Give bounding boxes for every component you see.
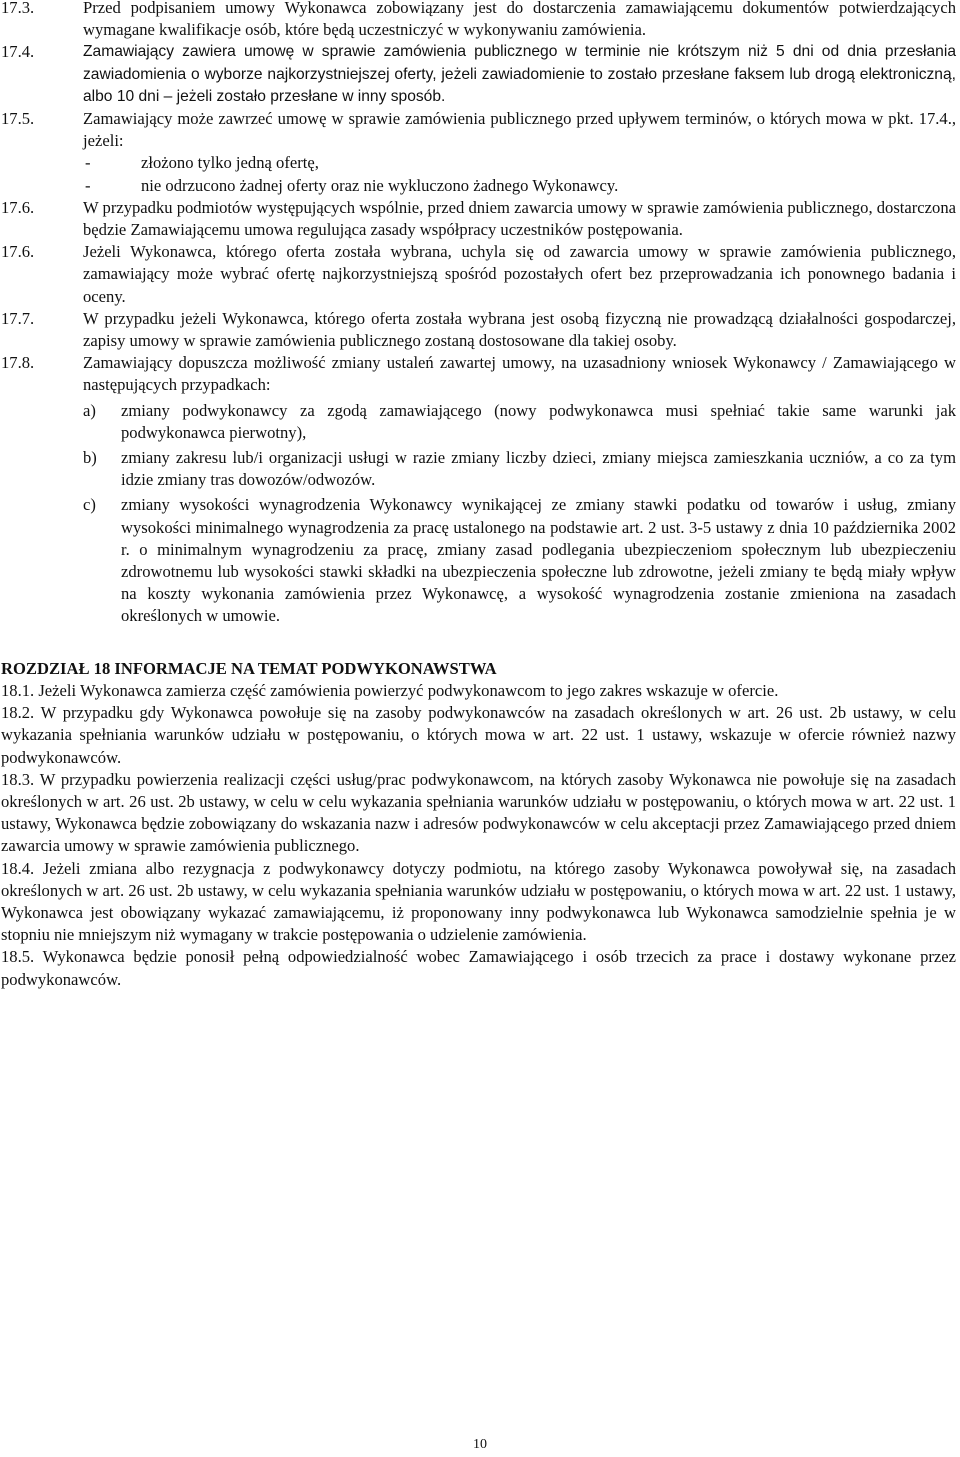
paragraph-text: Zamawiający może zawrzeć umowę w sprawie zamówienia publicznego przed upływem terminów, o których mowa w pkt. 17.4., jeżeli: xyxy=(83,109,956,151)
paragraph-17-7 xyxy=(1,308,956,352)
paragraph-18-3: 18.3. W przypadku powierzenia realizacji części usług/prac podwykonawcom, na których zasoby Wykonawca nie powołuje się na zasadach określonych w art. 26 ust. 2b ustawy, w celu w celu wykazania spełniania warunków udziału w postępowaniu, o których mowa w art. 22 ust. 1 ustawy, Wykonawca będzie zobowiązany do wskazania nazw i adresów podwykonawców w celu akceptacji przez Zamawiającego przed dniem zawarcia umowy w sprawie zamówienia publicznego. xyxy=(1,769,956,856)
paragraph-18-2: 18.2. W przypadku gdy Wykonawca powołuje się na zasoby podwykonawców na zasadach określonych w art. 26 ust. 2b ustawy, w celu wykazania spełniania warunków udziału w postępowaniu, o których mowa w art. 22 ust. 1 ustawy, wskazuje w ofercie również nazwy podwykonawców. xyxy=(1,703,956,767)
paragraph-number: 17.4. xyxy=(1,42,35,62)
list-item xyxy=(83,175,956,197)
paragraph-number: 17.7. xyxy=(1,308,35,328)
dash-list xyxy=(83,152,956,196)
paragraph-17-6b xyxy=(1,241,956,308)
dash-marker: - xyxy=(85,153,91,173)
list-letter: b) xyxy=(83,448,97,468)
page-number: 10 xyxy=(473,1437,487,1452)
paragraph-number: 17.3. xyxy=(1,0,35,17)
paragraph-17-3 xyxy=(1,0,956,41)
paragraph-18-5: 18.5. Wykonawca będzie ponosił pełną odpowiedzialność wobec Zamawiającego i osób trzecich za prace i dostawy wykonane przez podwykonawców. xyxy=(1,947,956,989)
list-letter: a) xyxy=(83,400,96,420)
list-item xyxy=(83,447,956,491)
list-item-text: złożono tylko jedną ofertę, xyxy=(141,153,319,173)
paragraph-text: Jeżeli Wykonawca, którego oferta została wybrana, uchyla się od zawarcia umowy w sprawie zamówienia publicznego, zamawiający może wybrać ofertę najkorzystniejszą spośród pozostałych ofert bez przeprowadzania ich ponownego badania i oceny. xyxy=(83,242,956,306)
paragraph-text: W przypadku podmiotów występujących wspólnie, przed dniem zawarcia umowy w sprawie zamówienia publicznego, dostarczona będzie Zamawiającemu umowa regulująca zasady współpracy uczestników postępowania. xyxy=(83,197,956,240)
paragraph-17-4 xyxy=(1,41,956,108)
paragraph-18-1: 18.1. Jeżeli Wykonawca zamierza część zamówienia powierzyć podwykonawcom to jego zakres wskazuje w ofercie. xyxy=(1,680,779,700)
chapter-heading: ROZDZIAŁ 18 INFORMACJE NA TEMAT PODWYKONAWSTWA xyxy=(1,658,497,678)
list-item xyxy=(83,400,956,444)
list-item xyxy=(83,494,956,627)
paragraph-18-4: 18.4. Jeżeli zmiana albo rezygnacja z podwykonawcy dotyczy podmiotu, na którego zasoby Wykonawca powoływał się, na zasadach określonych w art. 26 ust. 2b ustawy, w celu wykazania spełniania warunków udziału w postępowaniu, o których mowa w art. 22 ust. 1 ustawy, Wykonawca jest obowiązany wykazać zamawiającemu, iż proponowany inny podwykonawca lub Wykonawca samodzielnie spełnia je w stopniu nie mniejszym niż wymagany w trakcie postępowania o udzielenie zamówienia. xyxy=(1,858,956,945)
paragraph-number: 17.6. xyxy=(1,197,35,217)
paragraph-17-8 xyxy=(1,352,956,627)
paragraph-17-6a xyxy=(1,197,956,241)
list-item xyxy=(83,152,956,174)
paragraph-17-5 xyxy=(1,108,956,197)
paragraph-text: Zamawiający dopuszcza możliwość zmiany ustaleń zawartej umowy, na uzasadniony wniosek Wykonawcy / Zamawiającego w następujących przypadkach: xyxy=(83,353,956,395)
list-letter: c) xyxy=(83,495,96,515)
paragraph-text: Przed podpisaniem umowy Wykonawca zobowiązany jest do dostarczenia zamawiającemu dokumentów potwierdzających wymagane kwalifikacje osób, które będą uczestniczyć w wykonywaniu zamówienia. xyxy=(83,0,956,40)
dash-marker: - xyxy=(85,175,91,195)
list-item-text: zmiany podwykonawcy za zgodą zamawiającego (nowy podwykonawca musi spełniać takie same warunki jak podwykonawca pierwotny), xyxy=(121,400,956,442)
paragraph-text: W przypadku jeżeli Wykonawca, którego oferta została wybrana jest osobą fizyczną nie prowadzącą działalności gospodarczej, zapisy umowy w sprawie zamówienia publicznego zostaną dostosowane dla takiej osoby. xyxy=(83,308,956,351)
paragraph-number: 17.6. xyxy=(1,242,35,262)
paragraph-number: 17.8. xyxy=(1,353,35,373)
lettered-list xyxy=(83,400,956,628)
paragraph-text: Zamawiający zawiera umowę w sprawie zamówienia publicznego w terminie nie krótszym niż 5 dni od dnia przesłania zawiadomienia o wyborze najkorzystniejszej oferty, jeżeli zawiadomienie to zostało przesłane faksem lub drogą elektroniczną, albo 10 dni – jeżeli zostało przesłane w inny sposób. xyxy=(83,43,956,105)
list-item-text: zmiany zakresu lub/i organizacji usługi w razie zmiany liczby dzieci, zmiany miejsca zamieszkania uczniów, a co za tym idzie zmiany tras dowozów/odwozów. xyxy=(121,448,956,490)
page-content xyxy=(1,0,956,991)
paragraph-body xyxy=(83,352,956,627)
paragraph-body xyxy=(83,108,956,197)
paragraph-number: 17.5. xyxy=(1,109,35,129)
list-item-text: zmiany wysokości wynagrodzenia Wykonawcy wynikającej ze zmiany stawki podatku od towarów i usług, zmiany wysokości minimalnego wynagrodzenia za pracę ustalonego na podstawie art. 2 ust. 3-5 ustawy z dnia 10 października 2002 r. o minimalnym wynagrodzeniu za pracę, zmiany zasad podlegania ubezpieczeniom społecznym lub ubezpieczeniu zdrowotnemu lub wysokości stawki składki na ubezpieczenia społeczne lub zdrowotne, jeżeli zmiany te będą miały wpływ na koszty wykonania zamówienia przez Wykonawcę, a wysokość wynagrodzenia zostanie zmieniona na zasadach określonych w umowie. xyxy=(121,495,956,626)
list-item-text: nie odrzucono żadnej oferty oraz nie wykluczono żadnego Wykonawcy. xyxy=(141,175,619,195)
